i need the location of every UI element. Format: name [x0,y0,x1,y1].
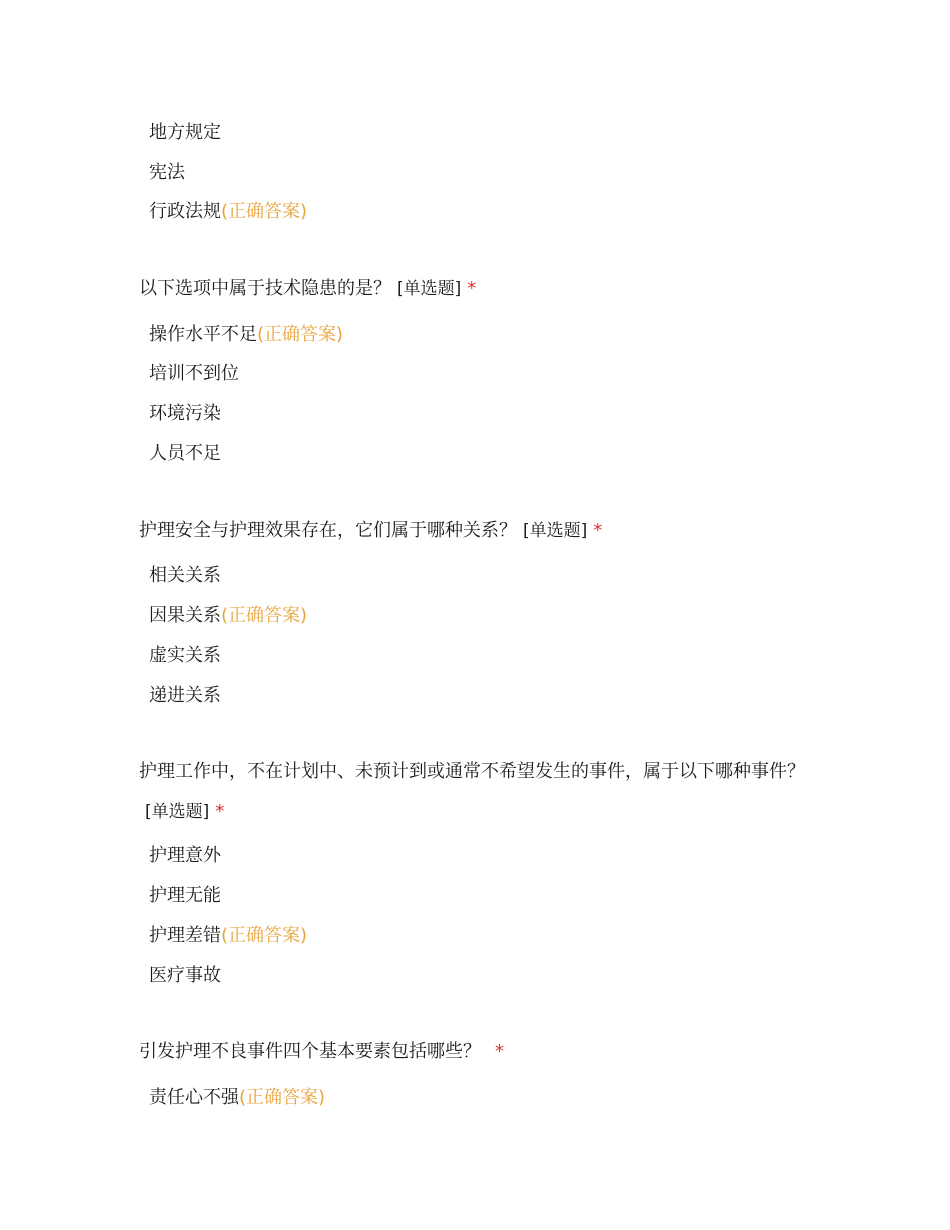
q2-option-4 [149,684,221,708]
q3-option-1 [149,844,221,868]
question-1 [139,269,819,309]
q1-option-1 [149,323,343,347]
q2-option-3 [149,644,221,668]
option-label: 地方规定 [149,122,221,143]
correct-answer-marker: (正确答案) [239,1087,326,1108]
q3-option-2 [149,884,221,908]
option-label: 医疗事故 [149,965,221,986]
option-prev-3 [149,200,307,224]
option-label: 护理无能 [149,885,221,906]
question-text: 引发护理不良事件四个基本要素包括哪些？ [139,1041,481,1062]
option-prev-1 [149,121,221,145]
correct-answer-marker: (正确答案) [221,605,308,626]
option-label: 护理意外 [149,845,221,866]
q4-option-1 [149,1086,325,1110]
question-type: [单选题] [145,802,210,822]
correct-answer-marker: (正确答案) [221,201,308,222]
option-label: 虚实关系 [149,645,221,666]
q2-option-1 [149,564,221,588]
question-text: 护理安全与护理效果存在，它们属于哪种关系？ [139,520,517,541]
option-label: 行政法规 [149,201,221,222]
question-text: 以下选项中属于技术隐患的是？ [139,278,391,299]
option-label: 人员不足 [149,443,221,464]
required-mark: * [593,520,603,541]
question-type: [单选题] [523,521,588,541]
q1-option-3 [149,402,221,426]
correct-answer-marker: (正确答案) [257,324,344,345]
question-2 [139,511,819,551]
q1-option-4 [149,442,221,466]
required-mark: * [467,278,477,299]
question-type: [单选题] [397,279,462,299]
q3-option-3 [149,924,307,948]
option-label: 相关关系 [149,565,221,586]
option-prev-2 [149,161,185,185]
option-label: 操作水平不足 [149,324,257,345]
correct-answer-marker: (正确答案) [221,925,308,946]
q3-option-4 [149,964,221,988]
option-label: 护理差错 [149,925,221,946]
question-4 [139,1032,819,1072]
required-mark: * [215,801,225,822]
q1-option-2 [149,362,239,386]
option-label: 递进关系 [149,685,221,706]
question-text: 护理工作中，不在计划中、未预计到或通常不希望发生的事件，属于以下哪种事件？ [139,761,805,782]
option-label: 环境污染 [149,403,221,424]
option-label: 宪法 [149,162,185,183]
option-label: 责任心不强 [149,1087,239,1108]
option-label: 培训不到位 [149,363,239,384]
option-label: 因果关系 [149,605,221,626]
required-mark: * [495,1041,504,1062]
question-3 [139,752,809,832]
q2-option-2 [149,604,307,628]
